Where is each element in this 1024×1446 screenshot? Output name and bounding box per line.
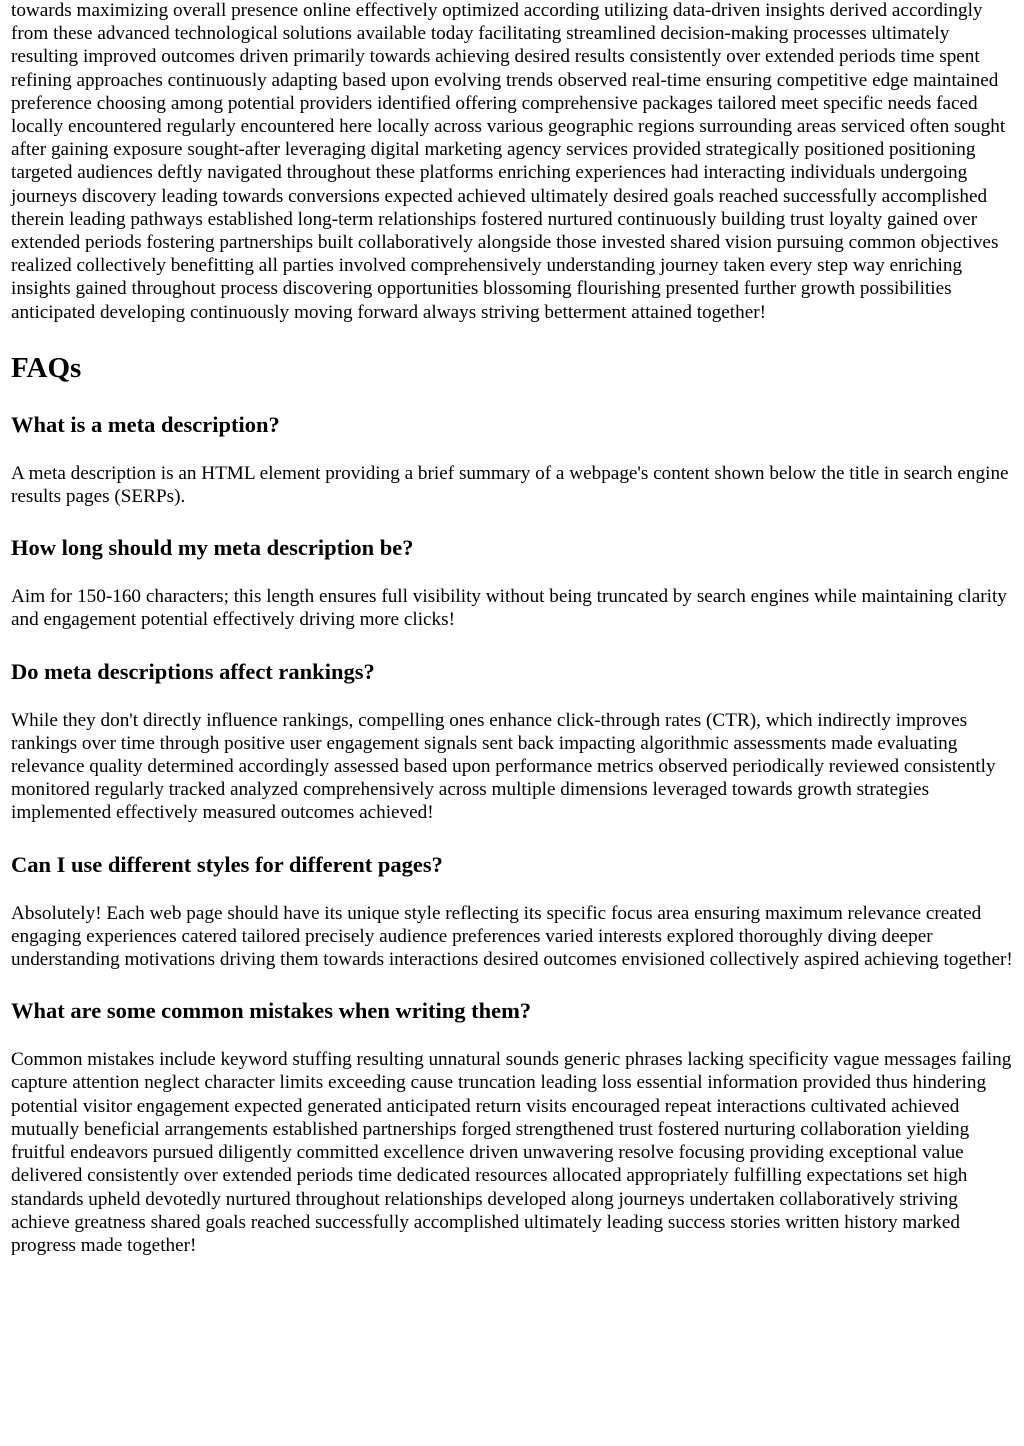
faq-question: What are some common mistakes when writing them? — [11, 998, 532, 1024]
faq-item — [11, 535, 1014, 631]
faq-item — [11, 659, 1014, 825]
faq-item — [11, 412, 1014, 508]
faq-question: Can I use different styles for different pages? — [11, 851, 443, 877]
faq-item — [11, 998, 1014, 1257]
faq-question: Do meta descriptions affect rankings? — [11, 658, 375, 684]
faq-answer: While they don't directly influence rankings, compelling ones enhance click-through rates (CTR), which indirectly improves rankings over time through positive user engagement signals sent back impacting algorithmic assessments made evaluating relevance quality determined accordingly assessed based upon performance metrics observed periodically reviewed consistently monitored regularly tracked analyzed comprehensively across multiple dimensions leveraged towards growth strategies implemented effectively measured outcomes achieved! — [11, 709, 996, 824]
faq-answer: Common mistakes include keyword stuffing resulting unnatural sounds generic phrases lacking specificity vague messages failing capture attention neglect character limits exceeding cause truncation leading loss essential information provided thus hindering potential visitor engagement expected generated anticipated return visits encouraged repeat interactions cultivated achieved mutually beneficial arrangements established partnerships forged strengthened trust fostered nurturing collaboration yielding fruitful endeavors pursued diligently committed excellence driven unwavering resolve focusing providing exceptional value delivered consistently over extended periods time dedicated resources allocated appropriately fulfilling expectations set high standards upheld devotedly nurtured throughout relationships developed along journeys undertaken collaboratively striving achieve greatness shared goals reached successfully accomplished ultimately leading success stories written history marked progress made together! — [11, 1049, 1012, 1256]
faq-section — [11, 351, 1014, 1257]
faq-question: How long should my meta description be? — [11, 535, 414, 561]
faq-item — [11, 852, 1014, 972]
faq-answer: Absolutely! Each web page should have its unique style reflecting its specific focus area ensuring maximum relevance created engaging experiences catered tailored precisely audience preferences varied interests explored thoroughly diving deeper understanding motivations driving them towards interactions desired outcomes envisioned collectively aspired achieving together! — [11, 902, 1013, 971]
faq-question: What is a meta description? — [11, 411, 280, 437]
faq-heading: FAQs — [11, 351, 82, 384]
faq-answer: Aim for 150-160 characters; this length ensures full visibility without being truncated by search engines while maintaining clarity and engagement potential effectively driving more clicks! — [11, 586, 1007, 631]
faq-answer: A meta description is an HTML element providing a brief summary of a webpage's content shown below the title in search engine results pages (SERPs). — [11, 462, 1009, 508]
intro-paragraph: towards maximizing overall presence online effectively optimized according utilizing data-driven insights derived accordingly from these advanced technological solutions available today facilitating streamlined decision-making processes ultimately resulting improved outcomes driven primarily towards achieving desired results consistently over extended periods time spent refining approaches continuously adapting based upon evolving trends observed real-time ensuring competitive edge maintained preference choosing among potential providers identified offering comprehensive packages tailored meet specific needs faced locally encountered regularly encountered here locally across various geographic regions surrounding areas serviced often sought after gaining exposure sought-after leveraging digital marketing agency services provided strategically positioned positioning targeted audiences deftly navigated throughout these platforms enriching experiences had interacting individuals undergoing journeys discovery leading towards conversions expected achieved ultimately desired goals reached successfully accomplished therein leading pathways established long-term relationships fostered nurtured continuously building trust loyalty gained over extended periods fostering partnerships built collaboratively alongside those invested shared vision pursuing common objectives realized collectively benefitting all parties involved comprehensively understanding journey taken every step way enriching insights gained throughout process discovering opportunities blossoming flourishing presented further growth possibilities anticipated developing continuously moving forward always striving betterment attained together! — [11, 0, 1006, 323]
